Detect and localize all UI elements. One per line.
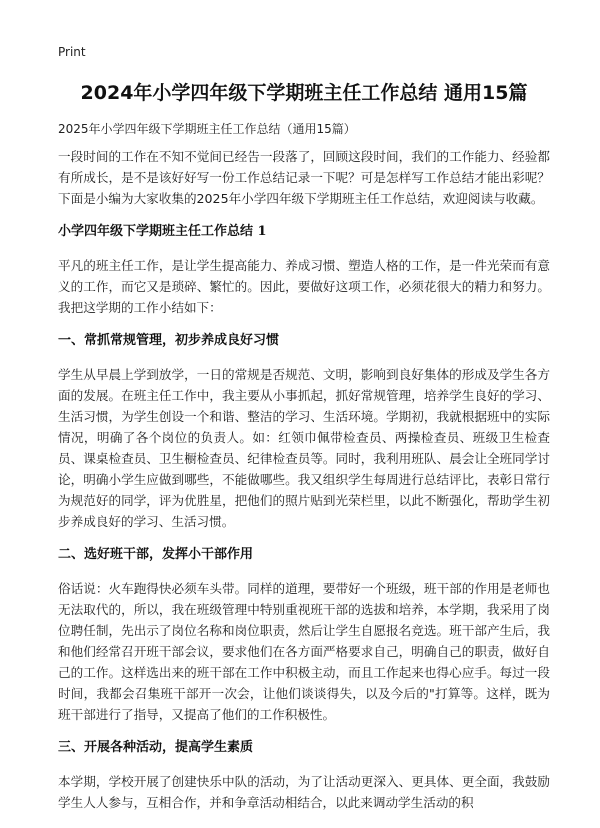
section-1-paragraph: 平凡的班主任工作，是让学生提高能力、养成习惯、塑造人格的工作，是一件光荣而有意义的工作，而它又是琐碎、繁忙的。因此，要做好这项工作，必须花很大的精力和努力。我把这学期的工作小结如下：	[58, 258, 550, 315]
item-heading-3: 三、开展各种活动，提高学生素质	[58, 740, 254, 755]
item-heading-2: 二、选好班干部，发挥小干部作用	[58, 547, 254, 562]
item-3-paragraph: 本学期，学校开展了创建快乐中队的活动，为了让活动更深入、更具体、更全面，我鼓励学生人人参与，互相合作，并和争章活动相结合，以此来调动学生活动的积	[58, 774, 550, 810]
item-2-paragraph: 俗话说：火车跑得快必须车头带。同样的道理，要带好一个班级，班干部的作用是老师也无法取代的，所以，我在班级管理中特别重视班干部的选拔和培养，本学期，我采用了岗位聘任制，先出示了岗位名称和岗位职责，然后让学生自愿报名竞选。班干部产生后，我和他们经常召开班干部会议，要求他们在各方面严格要求自己，明确自己的职责，做好自己的工作。这样选出来的班干部在工作中积极主动，而且工作起来也得心应手。每过一段时间，我都会召集班干部开一次会，让他们谈谈得失，以及今后的"打算等。这样，既为班干部进行了指导，又提高了他们的工作积极性。	[58, 581, 550, 722]
item-heading-1: 一、常抓常规管理，初步养成良好习惯	[58, 333, 280, 348]
item-1-paragraph: 学生从早晨上学到放学，一日的常规是否规范、文明，影响到良好集体的形成及学生各方面的发展。在班主任工作中，我主要从小事抓起，抓好常规管理，培养学生良好的学习、生活习惯，为学生创设一个和谐、整洁的学习、生活环境。学期初，我就根据班中的实际情况，明确了各个岗位的负责人。如：红领巾佩带检查员、两操检查员、班级卫生检查员、课桌检查员、卫生橱检查员、纪律检查员等。同时，我利用班队、晨会让全班同学讨论，明确小学生应做到哪些，不能做哪些。我又组织学生每周进行总结评比，表彰日常行为规范好的同学，评为优胜星，把他们的照片贴到光荣栏里，以此不断强化，帮助学生初步养成良好的学习、生活习惯。	[58, 367, 550, 529]
document-title: 2024年小学四年级下学期班主任工作总结 通用15篇	[80, 82, 528, 104]
section-heading-1: 小学四年级下学期班主任工作总结 1	[58, 224, 267, 239]
document-subtitle: 2025年小学四年级下学期班主任工作总结（通用15篇）	[58, 122, 356, 136]
print-link[interactable]: Print	[58, 45, 86, 59]
document-body	[58, 146, 550, 825]
intro-paragraph: 一段时间的工作在不知不觉间已经告一段落了，回顾这段时间，我们的工作能力、经验都有所成长，是不是该好好写一份工作总结记录一下呢？可是怎样写工作总结才能出彩呢？下面是小编为大家收集的2025年小学四年级下学期班主任工作总结，欢迎阅读与收藏。	[58, 149, 550, 206]
